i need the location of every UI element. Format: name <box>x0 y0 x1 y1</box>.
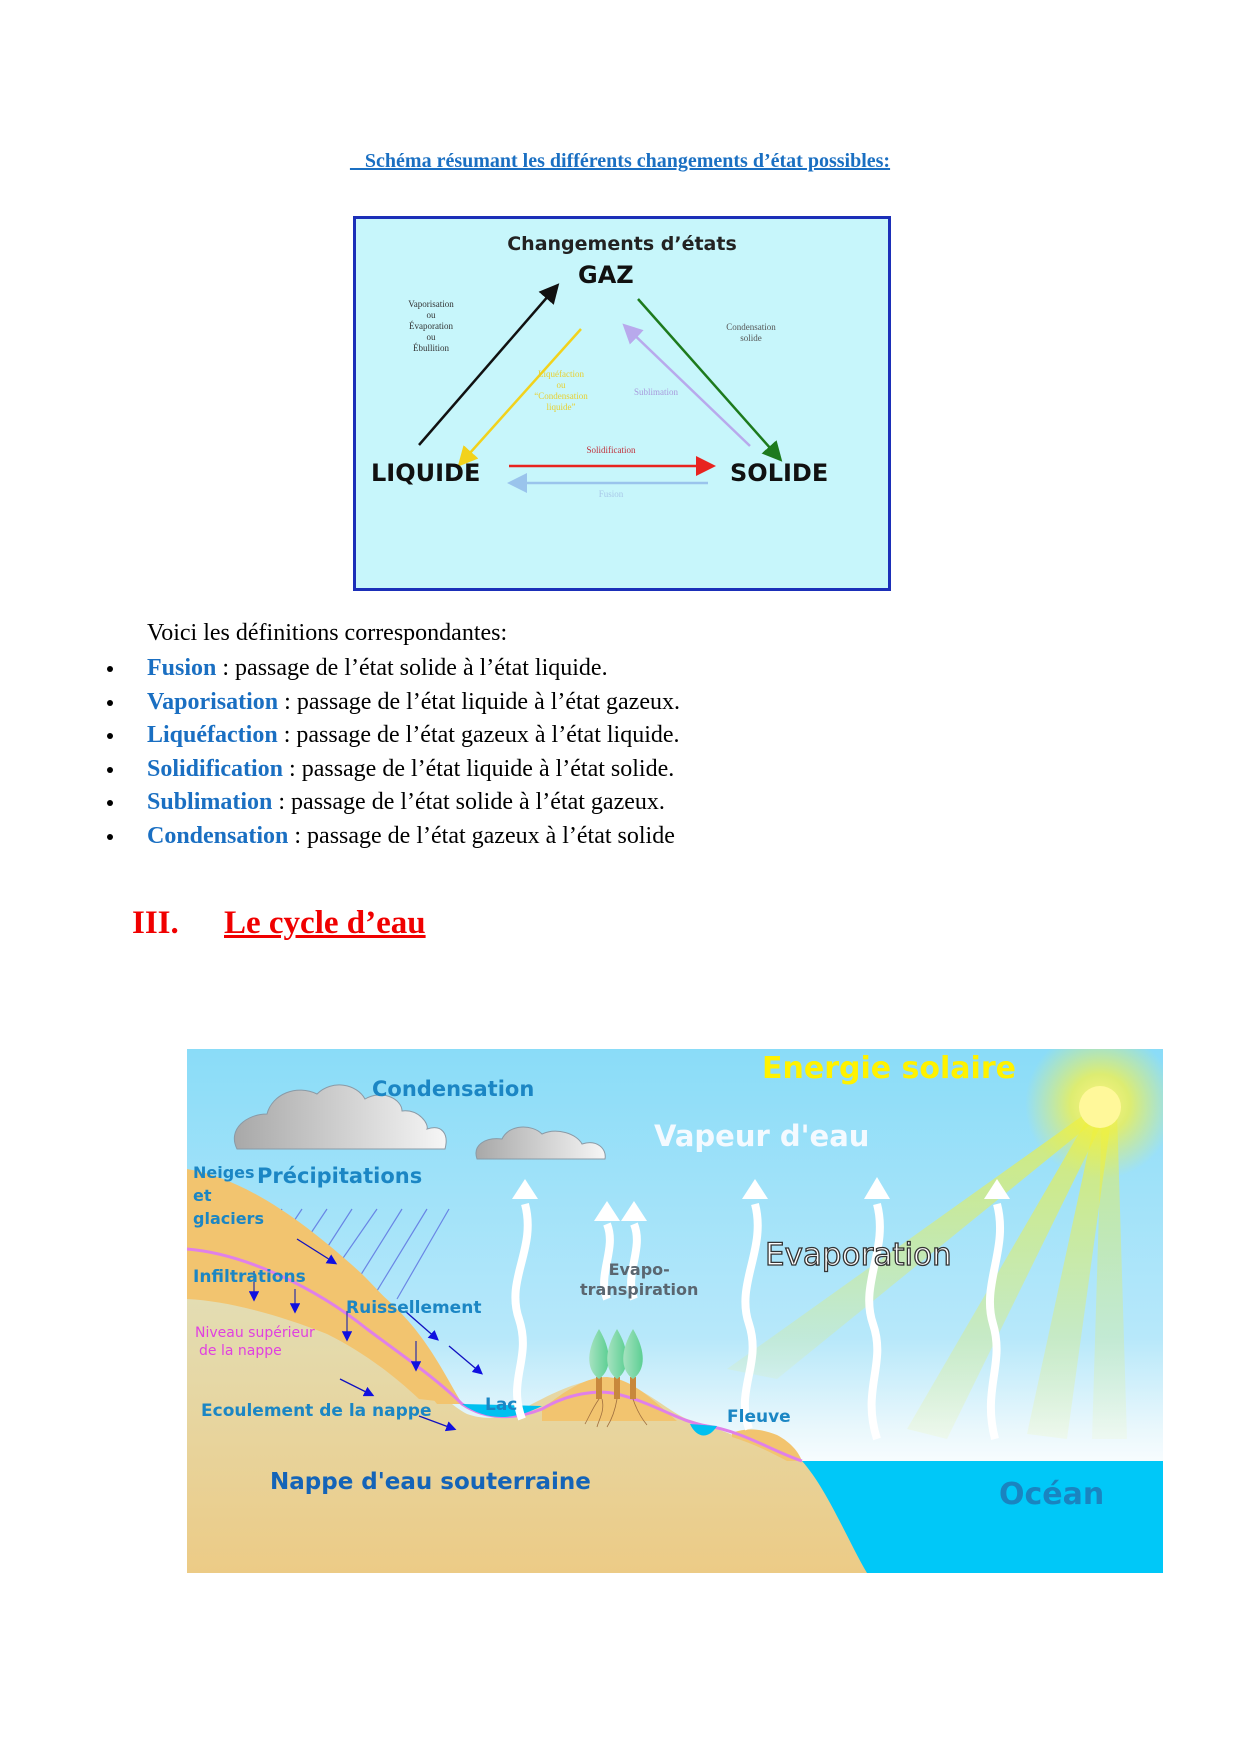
label-groundwater-flow: Ecoulement de la nappe <box>201 1401 432 1421</box>
label-precipitation: Précipitations <box>257 1164 423 1188</box>
state-changes-diagram <box>353 216 891 591</box>
label-solar-energy: Energie solaire <box>762 1051 1016 1086</box>
bullet-icon <box>107 700 113 706</box>
label-infiltration: Infiltrations <box>193 1267 306 1287</box>
label-solidification: Solidification <box>586 445 636 455</box>
figure-caption <box>0 150 1240 173</box>
definitions-list <box>100 653 680 854</box>
label-evapotranspiration: Evapo- transpiration <box>580 1260 699 1299</box>
label-ocean: Océan <box>999 1477 1105 1512</box>
definitions-intro: Voici les définitions correspondantes: <box>147 620 508 646</box>
node-gas: GAZ <box>578 261 634 289</box>
list-item: Solidification : passage de l’état liquide à l’état solide. <box>100 754 680 788</box>
bullet-icon <box>107 800 113 806</box>
label-fusion: Fusion <box>598 489 624 499</box>
water-cycle-diagram <box>187 1049 1163 1573</box>
label-sublimation: Sublimation <box>633 387 678 397</box>
label-condensation-solid: Condensation solide <box>726 322 776 343</box>
label-water-vapor: Vapeur d'eau <box>654 1119 870 1153</box>
section-title: Le cycle d’eau <box>224 905 426 941</box>
diagram-title: Changements d’états <box>507 233 737 255</box>
label-river: Fleuve <box>727 1407 791 1427</box>
list-item: Sublimation : passage de l’état solide à l’état gazeux. <box>100 787 680 821</box>
node-liquid: LIQUIDE <box>371 459 481 487</box>
section-heading <box>132 905 426 942</box>
label-liquefaction: Liquéfaction ou “Condensation liquide” <box>534 369 588 412</box>
label-groundwater: Nappe d'eau souterraine <box>270 1469 591 1495</box>
bullet-icon <box>107 733 113 739</box>
label-snow-glaciers: Neiges et glaciers <box>193 1163 264 1228</box>
caption-text: Schéma résumant les différents changements d’état possibles: <box>349 150 891 172</box>
label-water-table: Niveau supérieur de la nappe <box>195 1325 315 1359</box>
label-vaporisation: Vaporisation ou Évaporation ou Ébullition <box>408 299 454 353</box>
label-runoff: Ruissellement <box>346 1298 482 1318</box>
label-lake: Lac <box>485 1395 518 1415</box>
label-condensation: Condensation <box>372 1077 535 1101</box>
node-solid: SOLIDE <box>730 459 829 487</box>
section-number: III. <box>132 905 179 941</box>
bullet-icon <box>107 834 113 840</box>
list-item: Condensation : passage de l’état gazeux à l’état solide <box>100 821 680 855</box>
list-item: Liquéfaction : passage de l’état gazeux à l’état liquide. <box>100 720 680 754</box>
list-item: Vaporisation : passage de l’état liquide à l’état gazeux. <box>100 687 680 721</box>
list-item: Fusion : passage de l’état solide à l’état liquide. <box>100 653 680 687</box>
label-evaporation: Evaporation <box>765 1237 952 1273</box>
bullet-icon <box>107 767 113 773</box>
bullet-icon <box>107 666 113 672</box>
